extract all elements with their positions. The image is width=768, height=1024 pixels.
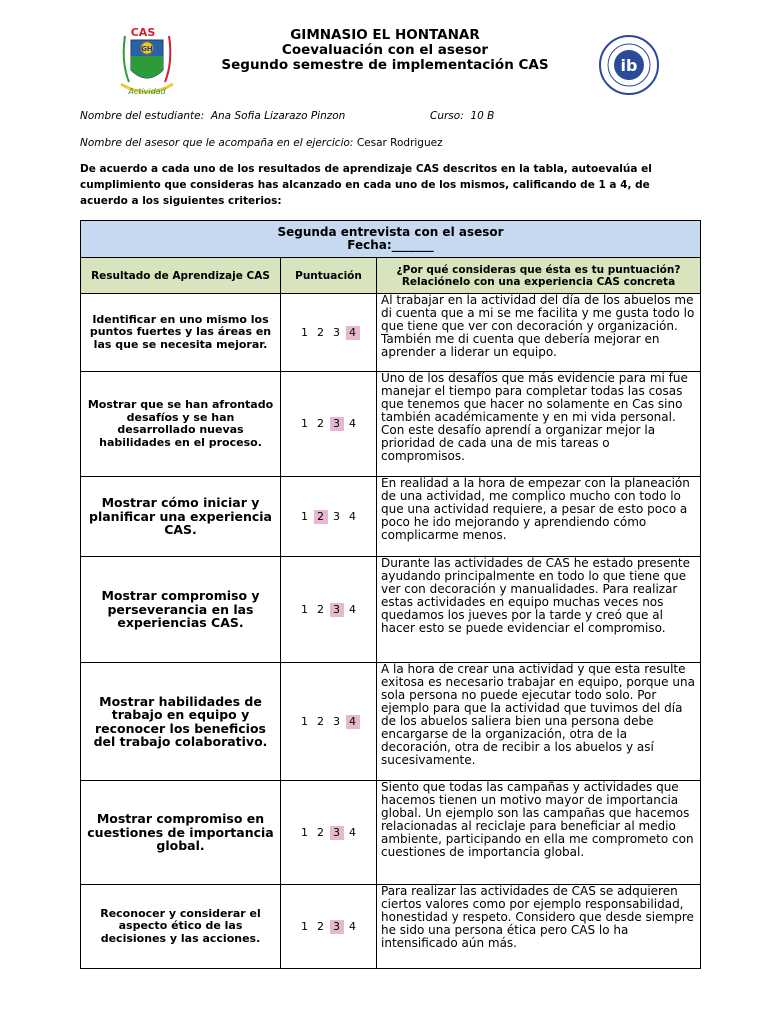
score-options bbox=[281, 663, 377, 781]
score-option[interactable]: 3 bbox=[333, 714, 340, 728]
advisor-info bbox=[80, 137, 443, 149]
score-option[interactable]: 4 bbox=[346, 326, 360, 340]
score-option[interactable]: 1 bbox=[301, 325, 308, 339]
score-option[interactable]: 1 bbox=[301, 714, 308, 728]
score-option[interactable]: 4 bbox=[349, 417, 356, 430]
score-option[interactable]: 4 bbox=[349, 602, 356, 616]
score-justification[interactable]: Siento que todas las campañas y actividades que hacemos tienen un motivo mayor de importancia global. Un ejemplo son las campañas que hacemos relacionadas al reciclaje para beneficiar al medio ambiente, participando en ella me comprometo con cuestiones de importancia global. bbox=[377, 781, 701, 885]
score-option[interactable]: 2 bbox=[317, 919, 324, 933]
document-subtitle: Coevaluación con el asesor bbox=[281, 42, 489, 58]
header-title-block bbox=[170, 28, 600, 73]
score-options bbox=[281, 372, 377, 477]
score-justification[interactable]: En realidad a la hora de empezar con la planeación de una actividad, me complico mucho con todo lo que una actividad requiere, a pesar de esto poco a poco he ido mejorando y aprendiendo cómo complicarme menos. bbox=[377, 477, 701, 557]
score-option[interactable]: 2 bbox=[317, 714, 324, 728]
column-header-reason: ¿Por qué consideras que ésta es tu puntuación? Relaciónelo con una experiencia CAS concreta bbox=[377, 258, 701, 294]
score-option[interactable]: 2 bbox=[317, 325, 324, 339]
learning-outcome: Reconocer y considerar el aspecto ético de las decisiones y las acciones. bbox=[81, 885, 281, 969]
evaluation-table bbox=[80, 220, 701, 969]
score-justification[interactable]: Uno de los desafíos que más evidencie para mi fue manejar el tiempo para completar todas las cosas que tenemos que hacer no solamente en Cas sino también académicamente y en mi vida personal. Con este desafío aprendí a organizar mejor la prioridad de cada una de mis tareas o compromisos. bbox=[377, 372, 701, 477]
score-option[interactable]: 4 bbox=[349, 919, 356, 933]
student-info bbox=[80, 110, 345, 122]
learning-outcome: Mostrar cómo iniciar y planificar una experiencia CAS. bbox=[81, 477, 281, 557]
student-name: Ana Sofia Lizarazo Pinzon bbox=[210, 110, 346, 122]
learning-outcome: Mostrar compromiso en cuestiones de importancia global. bbox=[81, 781, 281, 885]
score-option[interactable]: 3 bbox=[330, 920, 344, 934]
column-header-score: Puntuación bbox=[281, 258, 377, 294]
ib-logo bbox=[598, 34, 660, 96]
svg-text:GH: GH bbox=[141, 45, 153, 53]
svg-text:Actividad: Actividad bbox=[128, 87, 166, 96]
score-option[interactable]: 1 bbox=[301, 417, 308, 430]
score-options bbox=[281, 885, 377, 969]
score-option[interactable]: 4 bbox=[349, 509, 356, 523]
score-option[interactable]: 3 bbox=[333, 509, 340, 523]
learning-outcome: Mostrar habilidades de trabajo en equipo y reconocer los beneficios del trabajo colaborativo. bbox=[81, 663, 281, 781]
advisor-name: Cesar Rodriguez bbox=[356, 137, 443, 149]
table-row bbox=[81, 372, 701, 477]
table-title: Segunda entrevista con el asesor bbox=[277, 225, 504, 239]
table-row bbox=[81, 557, 701, 663]
score-options bbox=[281, 557, 377, 663]
table-row bbox=[81, 781, 701, 885]
score-option[interactable]: 1 bbox=[301, 509, 308, 523]
semester-title: Segundo semestre de implementación CAS bbox=[221, 57, 549, 73]
student-label: Nombre del estudiante: bbox=[80, 110, 205, 122]
learning-outcome: Mostrar compromiso y perseverancia en las experiencias CAS. bbox=[81, 557, 281, 663]
score-option[interactable]: 3 bbox=[330, 417, 344, 431]
score-option[interactable]: 2 bbox=[317, 602, 324, 616]
score-options bbox=[281, 477, 377, 557]
course-info bbox=[430, 110, 494, 122]
instructions: De acuerdo a cada uno de los resultados de aprendizaje CAS descritos en la tabla, autoevalúa el cumplimiento que consideras has alcanzado en cada uno de los mismos, calificando de 1 a 4, de acuerdo a los siguientes criterios: bbox=[80, 163, 652, 207]
column-header-row bbox=[81, 258, 701, 294]
score-option[interactable]: 2 bbox=[314, 510, 328, 524]
score-justification[interactable]: A la hora de crear una actividad y que esta resulte exitosa es necesario trabajar en equipo, porque una sola persona no puede ejecutar todo solo. Por ejemplo para que la actividad que tuvimos del día de los abuelos saliera bien una persona debe encargarse de la organización, otra de la decoración, otra de recibir a los abuelos y así sucesivamente. bbox=[377, 663, 701, 781]
score-options bbox=[281, 294, 377, 372]
score-option[interactable]: 4 bbox=[346, 715, 360, 729]
score-justification[interactable]: Durante las actividades de CAS he estado presente ayudando principalmente en todo lo que tiene que ver con decoración y manualidades. Para realizar estas actividades en equipo muchas veces nos quedamos los jueves por la tarde y creó que al hacer esto se puede evidenciar el compromiso. bbox=[377, 557, 701, 663]
table-row bbox=[81, 477, 701, 557]
score-option[interactable]: 3 bbox=[333, 325, 340, 339]
course-value: 10 B bbox=[470, 110, 495, 122]
date-field[interactable]: Fecha:_______ bbox=[347, 238, 434, 252]
score-option[interactable]: 3 bbox=[330, 826, 344, 840]
score-options bbox=[281, 781, 377, 885]
score-option[interactable]: 3 bbox=[330, 603, 344, 617]
score-option[interactable]: 1 bbox=[301, 919, 308, 933]
advisor-label: Nombre del asesor que le acompaña en el ejercicio: bbox=[80, 137, 354, 149]
table-title-cell bbox=[81, 221, 701, 258]
score-justification[interactable]: Al trabajar en la actividad del día de los abuelos me di cuenta que a mi se me facilita y me gusta todo lo que tiene que ver con decoración y organización. También me di cuenta que debería mejorar en aprender a liderar un equipo. bbox=[377, 294, 701, 372]
score-option[interactable]: 2 bbox=[317, 825, 324, 839]
score-option[interactable]: 2 bbox=[317, 417, 324, 430]
column-header-outcome: Resultado de Aprendizaje CAS bbox=[81, 258, 281, 294]
table-row bbox=[81, 885, 701, 969]
course-label: Curso: bbox=[430, 110, 464, 122]
score-option[interactable]: 1 bbox=[301, 602, 308, 616]
table-row bbox=[81, 663, 701, 781]
table-row bbox=[81, 294, 701, 372]
score-justification[interactable]: Para realizar las actividades de CAS se adquieren ciertos valores como por ejemplo responsabilidad, honestidad y respeto. Considero que desde siempre he sido una persona ética pero CAS lo ha intensificado aún más. bbox=[377, 885, 701, 969]
school-name: GIMNASIO EL HONTANAR bbox=[290, 27, 480, 43]
learning-outcome: Mostrar que se han afrontado desafíos y se han desarrollado nuevas habilidades en el proceso. bbox=[81, 372, 281, 477]
learning-outcome: Identificar en uno mismo los puntos fuertes y las áreas en las que se necesita mejorar. bbox=[81, 294, 281, 372]
score-option[interactable]: 4 bbox=[349, 825, 356, 839]
score-option[interactable]: 1 bbox=[301, 825, 308, 839]
svg-text:ib: ib bbox=[620, 56, 638, 75]
svg-text:CAS: CAS bbox=[130, 26, 156, 39]
